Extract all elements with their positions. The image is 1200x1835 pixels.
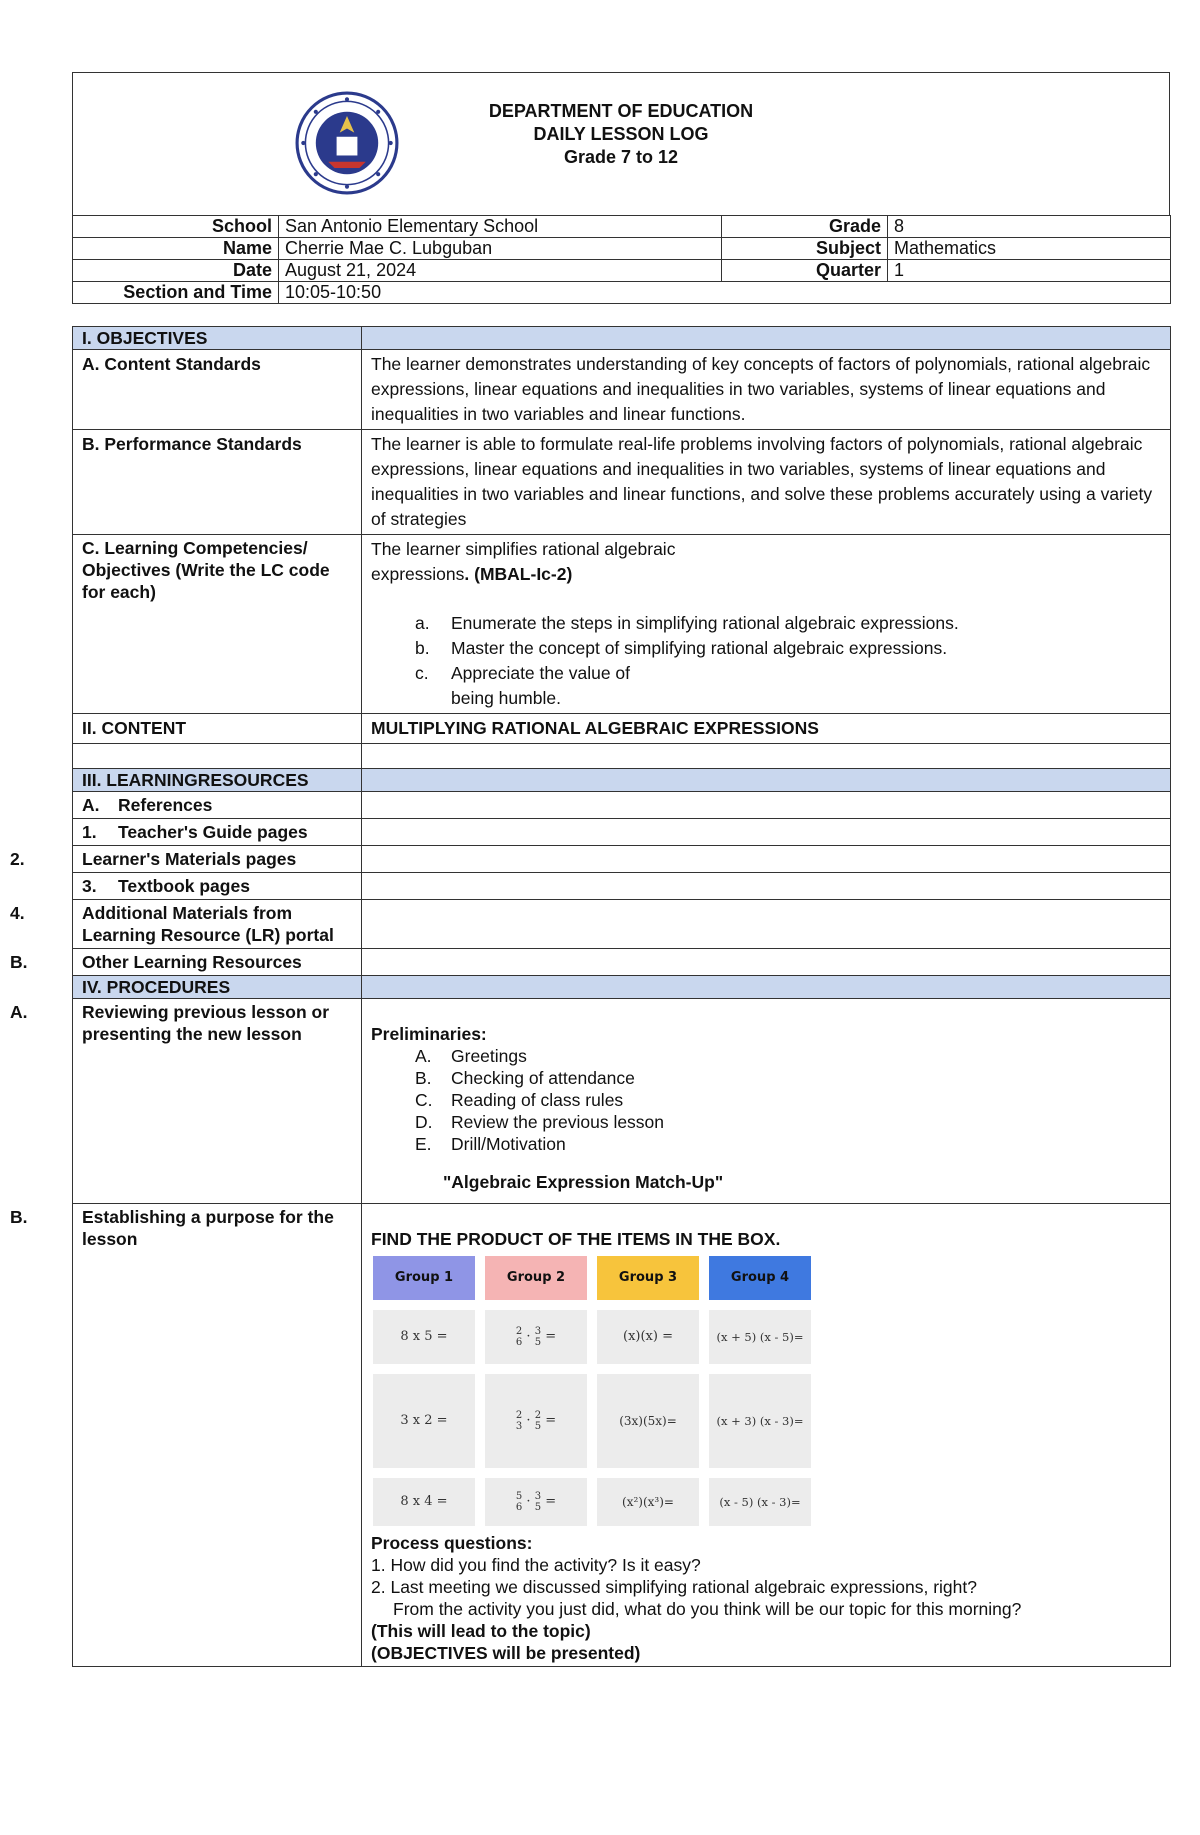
- competency-text: expressions: [371, 564, 465, 584]
- expression-cell: 5 6 · 3 5 =: [485, 1478, 587, 1526]
- content-label: II. CONTENT: [73, 714, 362, 744]
- expression-cell: 2 3 · 2 5 =: [485, 1374, 587, 1468]
- group-2-header: Group 2: [485, 1256, 587, 1300]
- subject-value: Mathematics: [888, 238, 1171, 260]
- header-line-2: DAILY LESSON LOG: [533, 124, 709, 144]
- info-row: [73, 238, 1171, 260]
- performance-standards-label: B. Performance Standards: [73, 430, 362, 535]
- objectives-heading-row: [73, 327, 1171, 350]
- resource-row: 4. Additional Materials from Learning Resource (LR) portal: [73, 900, 1171, 949]
- additional-materials-label: Additional Materials from Learning Resource (LR) portal: [82, 903, 334, 945]
- content-standards-row: [73, 350, 1171, 430]
- resource-row: A. References: [73, 792, 1171, 819]
- date-value: August 21, 2024: [279, 260, 722, 282]
- procedure-b-cell: [362, 1204, 1171, 1667]
- resource-row: 3. Textbook pages: [73, 873, 1171, 900]
- prelim-item: C. Reading of class rules: [415, 1090, 624, 1110]
- name-value: Cherrie Mae C. Lubguban: [279, 238, 722, 260]
- group-4-header: Group 4: [709, 1256, 811, 1300]
- competencies-row: [73, 535, 1171, 714]
- school-label: School: [73, 216, 279, 238]
- learners-materials-label: Learner's Materials pages: [82, 849, 297, 869]
- blank-row: [73, 744, 1171, 769]
- content-row: [73, 714, 1171, 744]
- expression-cell: 8 x 5 =: [373, 1310, 475, 1364]
- competency-line-1: The learner simplifies rational algebraic: [371, 539, 676, 559]
- group-1-header: Group 1: [373, 1256, 475, 1300]
- section-value: 10:05-10:50: [279, 282, 1171, 304]
- info-row: [73, 282, 1171, 304]
- quarter-label: Quarter: [722, 260, 888, 282]
- school-value: San Antonio Elementary School: [279, 216, 722, 238]
- other-resources-label: Other Learning Resources: [82, 952, 302, 972]
- prelim-item: D. Review the previous lesson: [415, 1112, 665, 1132]
- match-up-grid: [373, 1256, 1161, 1526]
- grade-label: Grade: [722, 216, 888, 238]
- info-row: [73, 216, 1171, 238]
- expression-cell: 8 x 4 =: [373, 1478, 475, 1526]
- note-objectives: (OBJECTIVES will be presented): [371, 1643, 641, 1663]
- expression-cell: (x - 5) (x - 3)=: [709, 1478, 811, 1526]
- quarter-value: 1: [888, 260, 1171, 282]
- subject-label: Subject: [722, 238, 888, 260]
- objective-item: b. Master the concept of simplifying rational algebraic expressions.: [415, 638, 948, 658]
- expression-cell: (x + 5) (x - 5)=: [709, 1310, 811, 1364]
- grade-value: 8: [888, 216, 1171, 238]
- header-title: [73, 100, 1169, 169]
- competency-line-2: [371, 562, 1161, 587]
- info-table: [72, 215, 1171, 304]
- prelim-item: B. Checking of attendance: [415, 1068, 635, 1088]
- procedure-b-label: Establishing a purpose for the lesson: [82, 1207, 334, 1249]
- name-label: Name: [73, 238, 279, 260]
- process-question-1: 1. How did you find the activity? Is it easy?: [371, 1555, 701, 1575]
- content-value: MULTIPLYING RATIONAL ALGEBRAIC EXPRESSIONS: [362, 714, 1171, 744]
- info-row: [73, 260, 1171, 282]
- lesson-table: [10, 326, 1171, 1667]
- expression-cell: 2 6 · 3 5 =: [485, 1310, 587, 1364]
- competency-code: . (MBAL-Ic-2): [464, 564, 573, 584]
- preliminaries-title: Preliminaries:: [371, 1024, 487, 1044]
- procedure-a-label: Reviewing previous lesson or presenting the new lesson: [82, 1002, 330, 1044]
- procedure-a-cell: [362, 999, 1171, 1204]
- note-lead-topic: (This will lead to the topic): [371, 1621, 591, 1641]
- header-line-1: DEPARTMENT OF EDUCATION: [488, 101, 754, 121]
- resources-heading-row: [73, 769, 1171, 792]
- prelim-item: A. Greetings: [415, 1046, 527, 1066]
- header-line-3: Grade 7 to 12: [563, 147, 679, 167]
- competencies-label: C. Learning Competencies/ Objectives (Write the LC code for each): [73, 535, 362, 714]
- process-question-2: 2. Last meeting we discussed simplifying rational algebraic expressions, right?: [371, 1577, 977, 1597]
- expression-cell: (3x)(5x)=: [597, 1374, 699, 1468]
- procedure-b-row: B. Establishing a purpose for the lesson FIND THE PRODUCT OF THE ITEMS IN THE BOX. Group 1 Group 2 Group 3 Group 4 8 x 5 = 2 6 · 3 5 = (x)(x) = (x + 5) (x - 5)= 3 x 2 = 2 3 · 2 5 = (3x)(5x)= (x + 3) (x - 3)= 8 x 4 = 5 6 · 3 5 = (x²)(x³)= (x - 5) (x - 3)= Process questions: 1. How did you find the activity? Is it easy? 2. Last meeting we discussed simplifying rational algebraic expressions, right? From the activity you just did, what do you think will be our topic for this morning? (This will lead to the topic) (OBJECTIVES will be presented): [73, 1204, 1171, 1667]
- performance-standards-text: The learner is able to formulate real-life problems involving factors of polynomials, rational algebraic expressions, linear equations and inequalities in two variables, systems of linear equations and inequalities in two variables and linear functions, and solve these problems accurately using a variety of strategies: [362, 430, 1171, 535]
- teachers-guide-label: Teacher's Guide pages: [118, 822, 308, 842]
- prelim-item: E. Drill/Motivation: [415, 1134, 566, 1154]
- expression-cell: (x²)(x³)=: [597, 1478, 699, 1526]
- expression-cell: 3 x 2 =: [373, 1374, 475, 1468]
- objective-item: a. Enumerate the steps in simplifying rational algebraic expressions.: [415, 613, 959, 633]
- procedure-a-row: A. Reviewing previous lesson or presenting the new lesson Preliminaries: A. Greetings B. Checking of attendance C. Reading of class rules D. Review the previous lesson E. Drill/Motivation "Algebraic Expression Match-Up": [73, 999, 1171, 1204]
- process-questions-title: Process questions:: [371, 1533, 533, 1553]
- procedures-heading-row: [73, 976, 1171, 999]
- resource-row: B. Other Learning Resources: [73, 949, 1171, 976]
- textbook-label: Textbook pages: [118, 876, 250, 896]
- content-standards-label: A. Content Standards: [73, 350, 362, 430]
- document-header: [72, 72, 1170, 215]
- resource-row: 2. Learner's Materials pages: [73, 846, 1171, 873]
- group-3-header: Group 3: [597, 1256, 699, 1300]
- find-product-title: FIND THE PRODUCT OF THE ITEMS IN THE BOX.: [371, 1229, 781, 1249]
- activity-title: "Algebraic Expression Match-Up": [443, 1172, 724, 1192]
- references-label: References: [118, 795, 213, 815]
- expression-cell: (x)(x) =: [597, 1310, 699, 1364]
- date-label: Date: [73, 260, 279, 282]
- objectives-heading: I. OBJECTIVES: [73, 327, 362, 350]
- preliminaries-list: [371, 1045, 1161, 1155]
- content-standards-text: The learner demonstrates understanding of key concepts of factors of polynomials, rational algebraic expressions, linear equations and inequalities in two variables, systems of linear equations and inequalities in two variables and linear functions.: [362, 350, 1171, 430]
- resources-heading: III. LEARNINGRESOURCES: [73, 769, 362, 792]
- lesson-log-page: [10, 72, 1170, 1667]
- process-question-2b: From the activity you just did, what do you think will be our topic for this morning?: [393, 1599, 1022, 1619]
- section-label: Section and Time: [73, 282, 279, 304]
- resource-row: 1. Teacher's Guide pages: [73, 819, 1171, 846]
- procedures-heading: IV. PROCEDURES: [73, 976, 362, 999]
- objective-list: [371, 611, 1161, 711]
- objective-item: c. Appreciate the value of being humble.: [415, 663, 631, 708]
- performance-standards-row: [73, 430, 1171, 535]
- competencies-cell: [362, 535, 1171, 714]
- expression-cell: (x + 3) (x - 3)=: [709, 1374, 811, 1468]
